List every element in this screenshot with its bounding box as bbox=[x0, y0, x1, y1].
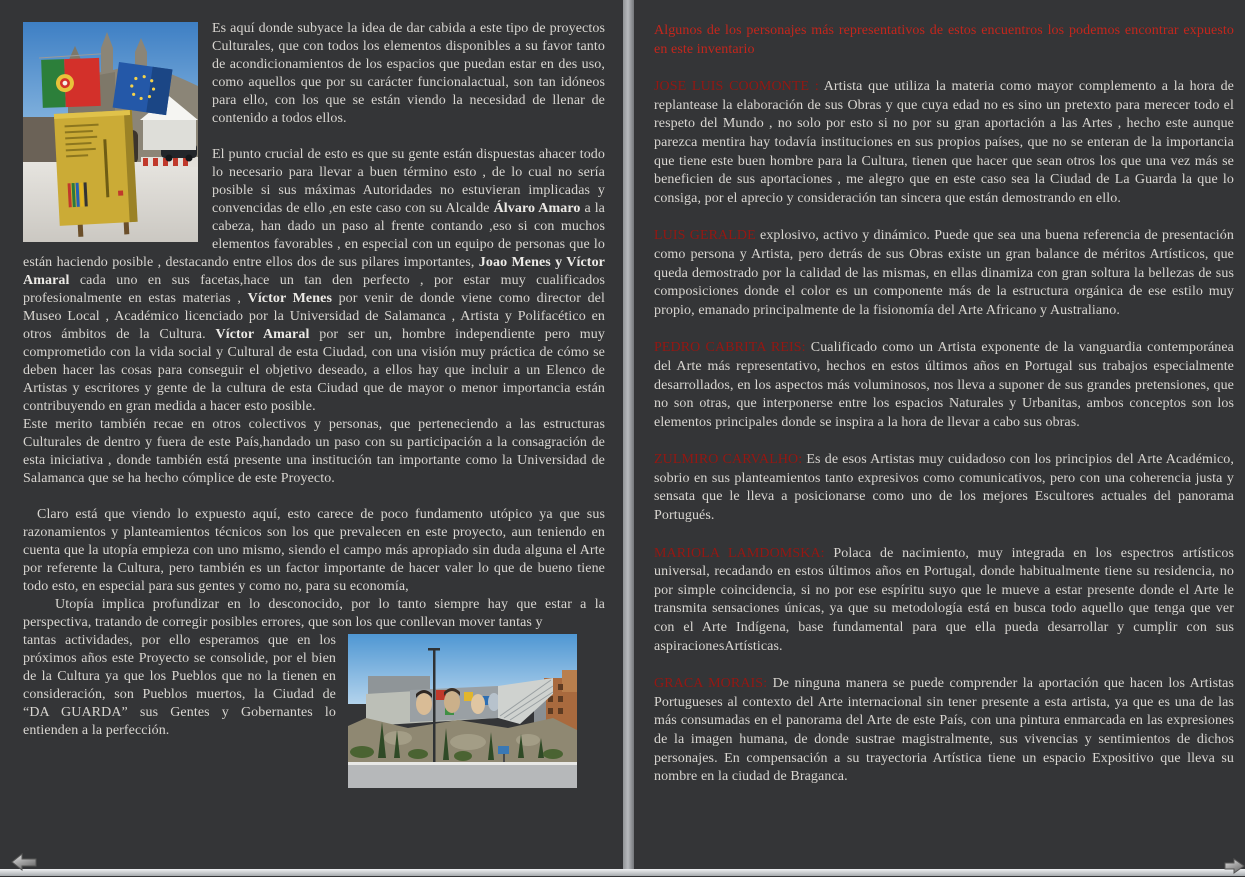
page-left bbox=[23, 20, 605, 790]
inventory-heading: Algunos de los personajes más representativos de estos encuentros los podemos encontrar expuesto en este inventario bbox=[654, 23, 1234, 57]
mural-photo-illustration bbox=[348, 634, 577, 788]
artist-name: JOSE LUIS COOMONTE bbox=[654, 79, 810, 95]
artist-name: MARIOLA LAMDOMSKA bbox=[654, 545, 821, 561]
paragraph: El punto crucial de esto es que su gente están dispuestas ahacer todo lo necesario para llevar a buen término esto , de lo cual no sería posible si sus máximas Autoridades no estuvieran implicadas y convencidas de ello ,en este caso con su Alcalde Álvaro Amaro a la cabeza, han dado un paso al frente contando ,eso si con muchos elementos favorables , en especial con un equipo de personas que lo están haciendo posible , destacando entre ellos dos de sus pilares importantes, Joao Menes y Víctor Amaral cada uno en sus facetas,hace un tan den perfecto , por estar muy cualificados profesionalmente en estas materias , Víctor Menes por venir de donde viene como director del Museo Local , Académico licenciado por la Universidad de Salamanca , Artista y Polifacético en otros ámbitos de la Cultura. Víctor Amaral por ser un, hombre independiente pero muy comprometido con la vida social y Cultural de esta Ciudad, con una visión muy práctica de cómo se deben hacer las cosas para conseguir el objetivo deseado, a ellos hay que incluir a un Elenco de Artistas y escritores y gente de la cultura de esta Ciudad que de mayor o menor importancia están contribuyendo en gran medida a hacer esto posible. bbox=[23, 147, 606, 414]
eu-flag bbox=[113, 62, 173, 115]
artist-name: ZULMIRO CARVALHO bbox=[654, 452, 799, 468]
artist-description: Artista que utiliza la materia como mayor complemento a la hora de replantease la elaboración de sus Obras y que cuya edad no es sino un pretexto para merecer todo el respeto del Mundo , no solo por esto si no por su gran aportación a las Artes , hecho este aunque parezca mentira hay todavía instituciones en sus propios países, que no se enteran de la importancia que tiene este buen hombre para la Cultura, tienen que hacer que sean otros los que una vez más se beneficien de sus aportaciones , me alegro que en este caso sea la Ciudad de La Guarda la que lo consiga, por el aprecio y consideración tan sincera que están demostrando en ello. bbox=[654, 79, 1234, 206]
road bbox=[348, 762, 577, 788]
artist-name-separator: : bbox=[801, 340, 811, 356]
bottom-bar bbox=[0, 869, 1245, 876]
portugal-flag bbox=[39, 54, 103, 108]
hillside-mural-photo bbox=[348, 634, 577, 788]
artist-name: PEDRO CABRITA REIS bbox=[654, 340, 802, 356]
artist-name-separator: : bbox=[763, 676, 773, 692]
artist-name-separator: : bbox=[798, 452, 807, 468]
artist-description: Cualificado como un Artista exponente de la vanguardia contemporánea del Arte más representativo, hechos en estos últimos años en Portugal sus trabajos especialmente desarrollados, en los aspectos más voluminosos, nos lleva a suponer de sus grandes pretensiones, que no son otras, que interponerse entre los espacios Naturales y Urbanitas, ambos conceptos son los elementos principales donde se inspira a la hora de llevar a cabo sus obras. bbox=[654, 340, 1234, 430]
artist-entry bbox=[654, 545, 1234, 657]
color-stripes bbox=[68, 182, 88, 207]
cathedral-photo-illustration bbox=[23, 22, 198, 242]
paragraph-with-photo bbox=[23, 632, 605, 740]
paragraph: Este merito también recae en otros colectivos y personas, que perteneciendo a las estructuras Culturales de dentro y fuera de este País,handado un paso con su participación a la consagración de esta iniciativa , donde también está presente una institución tan importante como la Universidad de Salamanca que se ha hecho cómplice de este Proyecto. bbox=[23, 417, 605, 486]
artist-entry bbox=[654, 451, 1234, 525]
artist-name-separator: : bbox=[809, 79, 824, 95]
paragraph: Utopía implica profundizar en lo desconocido, por lo tanto siempre hay que estar a la perspectiva, tratando de corregir posibles errores, que son los que conllevan mover tantas y bbox=[23, 597, 605, 630]
artist-name-separator: : bbox=[820, 545, 834, 561]
artist-entry bbox=[654, 227, 1234, 320]
paragraph: Es aquí donde subyace la idea de dar cabida a este tipo de proyectos Culturales, que con todos los elementos disponibles a su favor tanto de acondicionamientos de los espacios que puedan estar en des uso, como aquellos que por su carácter funcionalactual, son tan idóneos para ello, con los que se están viendo la necesidad de llenar de contenido a todos ellos. bbox=[212, 21, 605, 126]
artist-name: GRACA MORAIS bbox=[654, 676, 764, 692]
mural-faces bbox=[410, 686, 500, 722]
arrow-left-icon bbox=[11, 853, 37, 871]
artist-description: explosivo, activo y dinámico. Puede que sea una buena referencia de presentación como persona y Artista, pero detrás de sus Obras existe un gran balance de méritos Artísticos, que queda demostrado por la calidad de las mismas, en ellas dinamiza con gran soltura la bellezas de sus composiciones donde el color es un componente más de la estructura orgánica de ese estilo muy propio, emanado principalmente de la fisionomía del Arte Africano y Australiano. bbox=[654, 228, 1234, 318]
paragraph: Claro está que viendo lo expuesto aquí, esto carece de poco fundamento utópico ya que sus razonamientos y planteamientos técnicos son los que prevalecen en este proyecto, aun teniendo en cuenta que la utopía empieza con uno mismo, siendo el campo más apropiado sin duda alguna el Arte por referente la Cultura, pero también es un factor importante de hacer valer lo que de bueno tiene todo esto, en especial para sus gentes y como no, para su economía, bbox=[23, 507, 605, 594]
previous-page-button[interactable] bbox=[11, 853, 37, 871]
artist-name: LUIS GERALDE bbox=[654, 228, 756, 244]
cathedral-with-flags-photo bbox=[23, 22, 198, 242]
paragraph-text: tantas actividades, por ello esperamos que en los próximos años este Proyecto se consolide, por el bien de la Cultura ya que los Pueblos que no la tienen en consideración, son Pueblos muertos, la Ciudad de “DA GUARDA” sus Gentes y Gobernantes lo entienden a la perfección. bbox=[23, 633, 336, 738]
next-page-button[interactable] bbox=[1224, 858, 1245, 874]
artist-description: Polaca de nacimiento, muy integrada en los espectros artísticos universal, recadando en estos últimos años en Portugal, donde habitualmente tiene su residencia, no por simple coincidencia, si no por ese espíritu suyo que le mueve a estar presente donde el Arte le transmita sensaciones únicas, ya que su metodología está en busca todo aquello que tenga que ver con el Arte Indígena, base fundamental para que ella pueda desarrollar y cumplir con sus aspiracionesArtísticas. bbox=[654, 545, 1235, 654]
arrow-right-icon bbox=[1224, 858, 1245, 874]
artist-entry bbox=[654, 675, 1234, 787]
artist-entry bbox=[654, 339, 1234, 432]
artist-description: Es de esos Artistas muy cuidadoso con los principios del Arte Académico, sobrio en sus planteamientos tanto expresivos como comunicativos, pero con una coherencia justa y sensata que le lleva a posicionarse como uno de los mejores Escultores actuales del panorama Portugués. bbox=[654, 452, 1234, 524]
page-right bbox=[654, 22, 1234, 806]
road-sign bbox=[498, 746, 509, 754]
yellow-exhibition-sign bbox=[54, 110, 138, 238]
artist-entry bbox=[654, 78, 1234, 208]
artist-description: De ninguna manera se puede comprender la aportación que hacen los Artistas Portugueses al contexto del Arte internacional sin tener presente a esta artista, ya que es una de las más consumadas en el panorama del Arte de este País, con una pintura enmarcada en las expresiones de la imagen humana, de donde sustrae magistralmente, sus vivencias y sentimientos de dichos personajes. En compensación a su trayectoria Artística tiene un espacio Expositivo que lleva su nombre en la ciudad de Braganca. bbox=[654, 676, 1235, 785]
page-divider bbox=[623, 0, 634, 869]
